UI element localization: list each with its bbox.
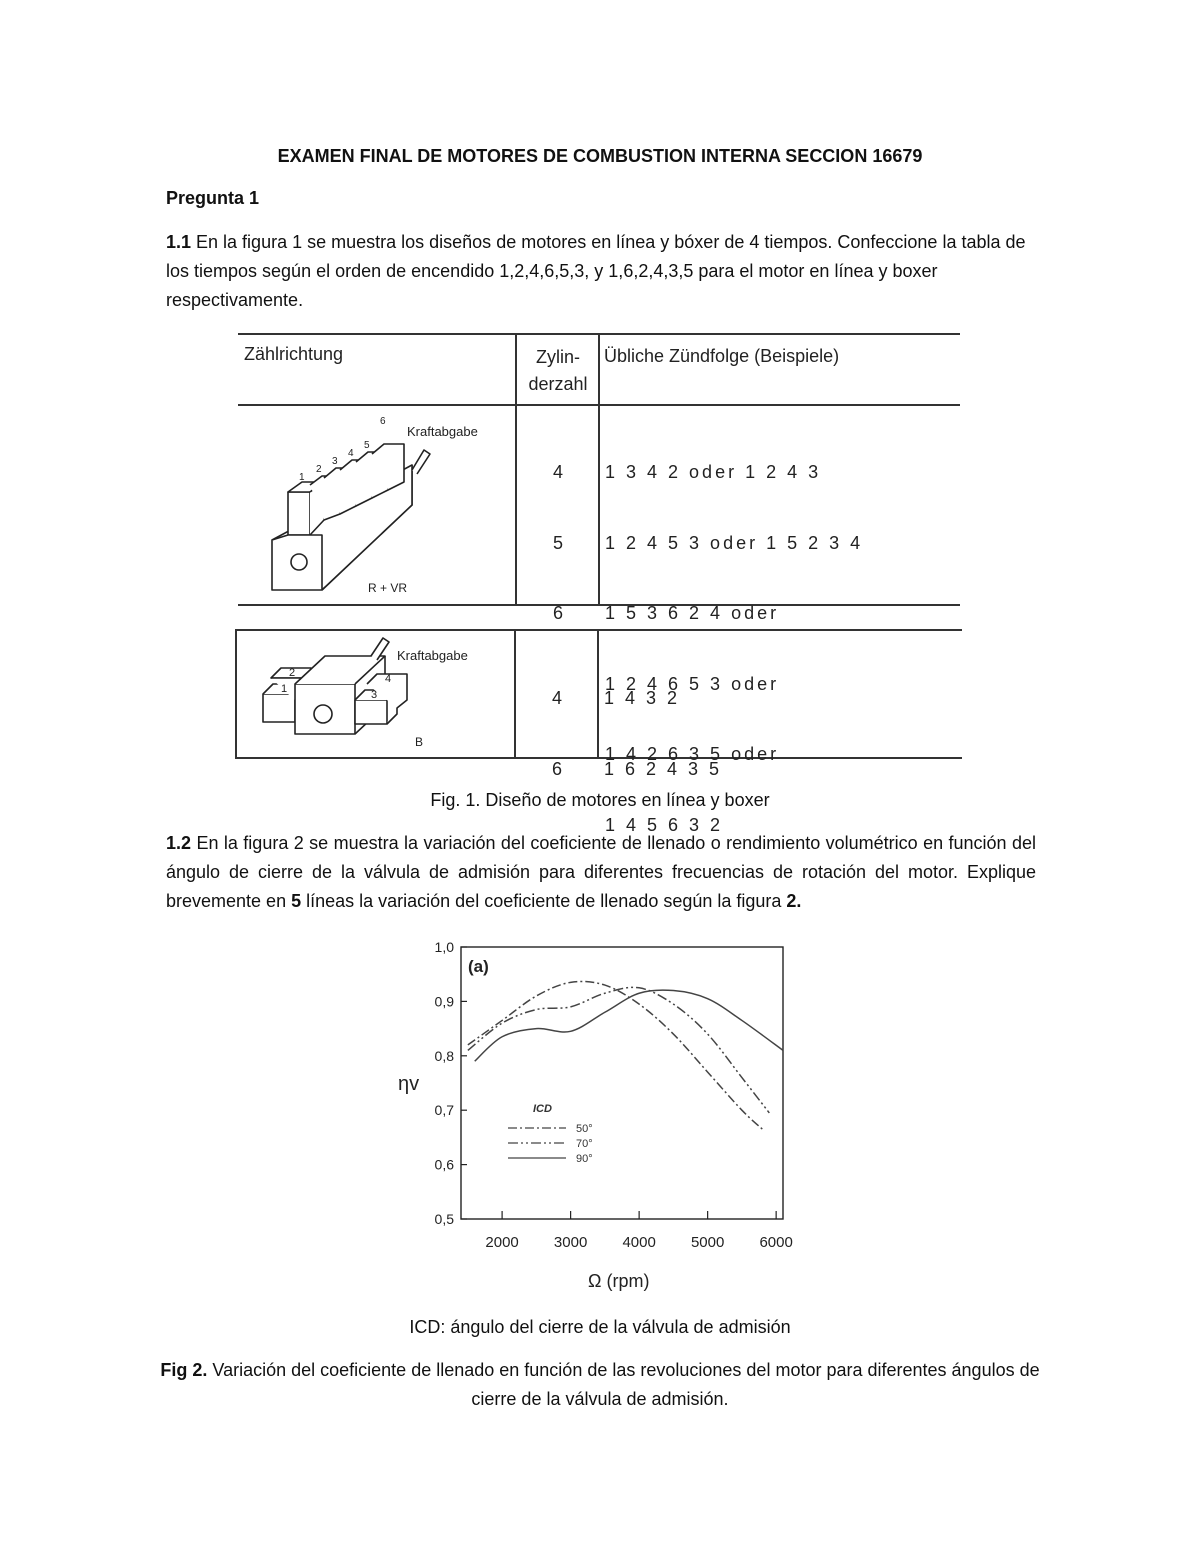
firing-order-row: 1 4 2 6 3 5 oder [605,744,780,764]
x-tick-label: 4000 [622,1234,656,1251]
header-cylinder-count: Zylin- derzahl [528,347,588,394]
x-tick-label: 5000 [690,1234,725,1251]
question-1-2 [166,829,1036,916]
firing-order-row: 1 6 2 4 3 5 [604,758,723,779]
boxer-cyl-2: 2 [289,667,296,679]
question-1-1 [166,228,1036,315]
series-line-2 [475,990,783,1061]
header-counting-direction: Zählrichtung [244,344,344,364]
x-tick-label: 3000 [553,1234,588,1251]
firing-order-row: 1 5 3 6 2 4 oder [605,603,780,623]
fig2-caption-label: Fig 2. [160,1360,208,1380]
inline-cyl-2: 2 [316,464,322,475]
inline-cylinder-count: 4 5 6 [552,462,563,623]
inline-type-label: R + VR [368,581,408,595]
q12-text-a: En la figura 2 se muestra la variación del coeficiente de llenado o rendimiento volumétrico en función del ángulo de cierre de la válvula de admisión para diferentes frecuencias de rotación del motor. Explique brevemente en [166,833,1036,911]
x-axis-label: Ω (rpm) [588,1271,650,1291]
x-tick-label: 6000 [759,1234,793,1251]
legend-label: 70° [576,1138,593,1150]
y-axis-label: ηv [398,1073,420,1095]
inline-cyl-1: 1 [299,472,305,483]
inline-cyl-3: 3 [332,456,338,467]
x-tick-label: 2000 [485,1234,519,1251]
boxer-cyl-3: 3 [371,689,378,701]
y-tick-label: 0,6 [434,1156,454,1173]
exam-title: EXAMEN FINAL DE MOTORES DE COMBUSTION INTERNA SECCION 16679 [277,146,923,166]
boxer-cyl-1: 1 [281,683,288,695]
inline-cyl-6: 6 [380,416,386,427]
boxer-engine-diagram [255,634,510,752]
firing-order-row: 1 2 4 5 3 oder 1 5 2 3 4 [605,532,864,553]
inline-cyl-4: 4 [348,448,354,459]
firing-order-row: 1 4 5 6 3 2 [605,814,724,835]
legend-label: 90° [576,1153,593,1165]
chart-title: (a) [468,957,489,976]
y-tick-label: 0,5 [434,1211,454,1227]
q12-bold-figure: 2. [786,891,802,911]
inline-output-label: Kraftabgabe [407,424,478,439]
inline-cyl-5: 5 [364,440,370,451]
chart-legend [508,1123,593,1165]
firing-order-row: 1 4 3 2 [604,688,681,708]
figure-2-chart [388,930,808,1295]
boxer-cylinder-count: 4 6 [551,688,562,779]
boxer-cyl-4: 4 [385,673,392,685]
y-tick-label: 0,9 [434,993,454,1010]
q11-number: 1.1 [166,232,192,252]
question-heading: Pregunta 1 [166,188,260,208]
header-firing-order: Übliche Zündfolge (Beispiele) [604,346,840,366]
icd-note: ICD: ángulo del cierre de la válvula de admisión [409,1317,791,1337]
figure-1-caption: Fig. 1. Diseño de motores en línea y boxer [430,790,770,810]
q12-number: 1.2 [166,833,192,853]
firing-order-row: 1 2 4 6 5 3 oder [605,673,780,694]
y-tick-label: 1,0 [434,939,454,955]
boxer-type-label: B [415,735,424,749]
q11-text: En la figura 1 se muestra los diseños de motores en línea y bóxer de 4 tiempos. Confeccione la tabla de los tiempos según el orden de encendido 1,2,4,6,5,3, y 1,6,2,4,3,5 para el motor en línea y boxer respectivamente. [166,232,1026,310]
q12-bold-lines: 5 [291,891,302,911]
y-tick-label: 0,7 [434,1102,454,1119]
legend-title: ICD [533,1103,552,1115]
firing-order-row: 1 3 4 2 oder 1 2 4 3 [605,462,822,482]
legend-label: 50° [576,1123,593,1135]
series-line-1 [468,987,769,1113]
q12-text-b: líneas la variación del coeficiente de llenado según la figura [301,891,787,911]
boxer-output-label: Kraftabgabe [397,648,468,663]
fig2-caption-text: Variación del coeficiente de llenado en función de las revoluciones del motor para diferentes ángulos de cierre de la válvula de admisión. [207,1360,1040,1409]
figure-2-caption [160,1356,1040,1414]
inline-engine-diagram [262,410,512,600]
y-tick-label: 0,8 [434,1047,454,1064]
